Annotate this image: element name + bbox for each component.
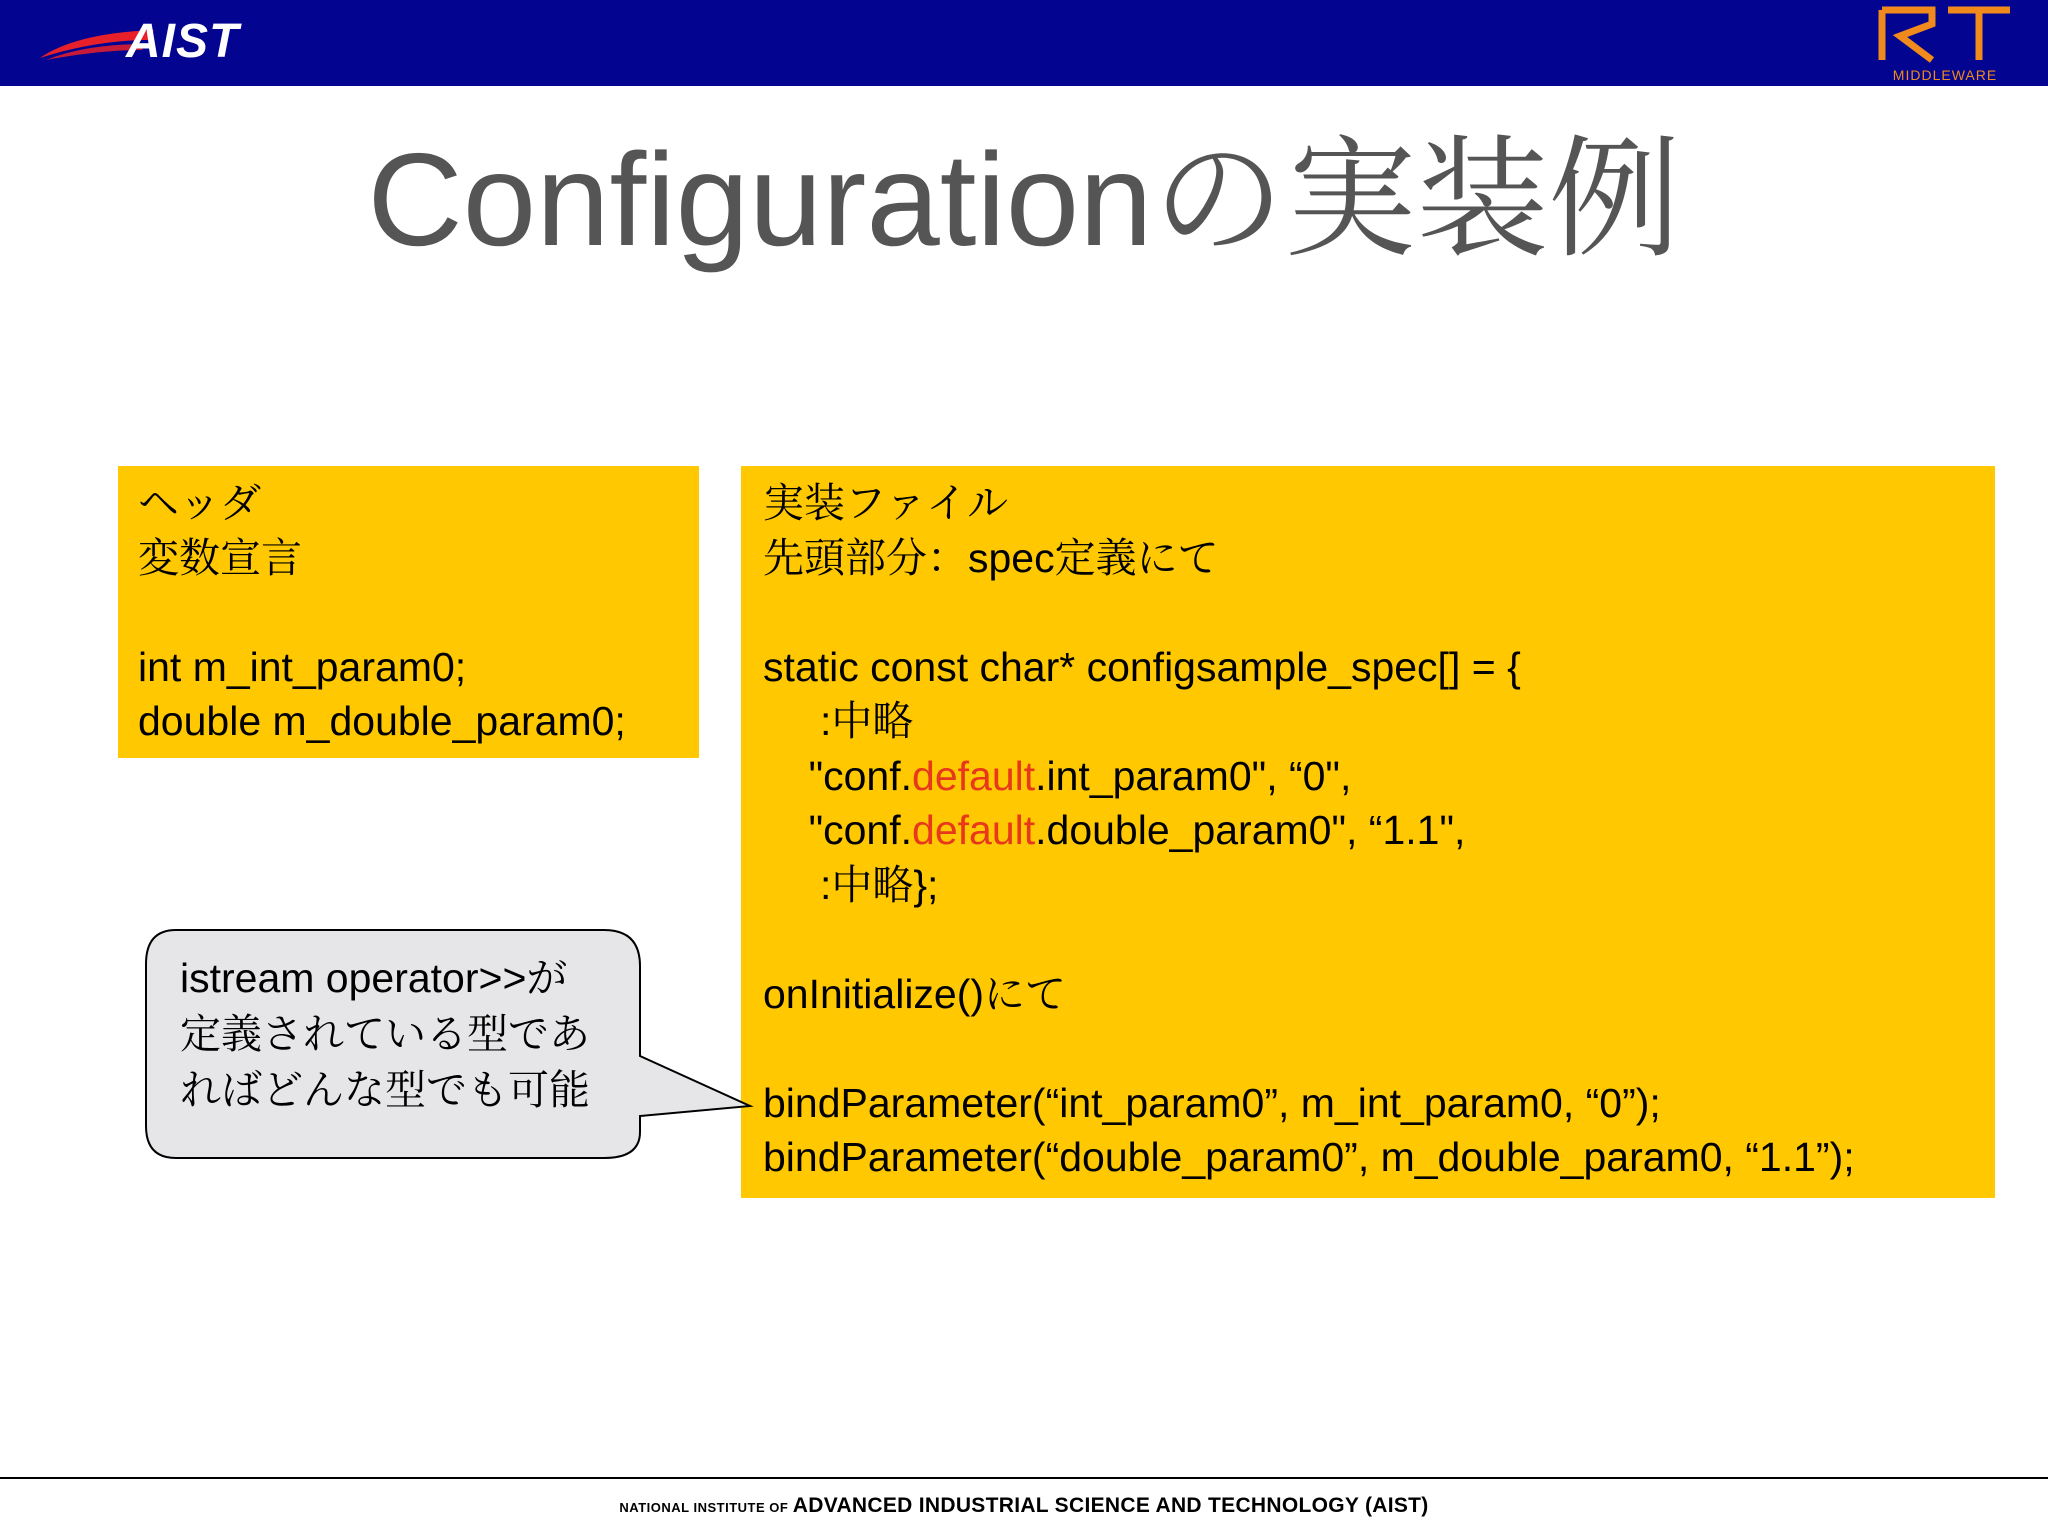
header-file-box <box>118 466 699 758</box>
header-band <box>0 0 2048 86</box>
footer-main: ADVANCED INDUSTRIAL SCIENCE AND TECHNOLOGY (AIST) <box>792 1494 1429 1517</box>
highlight-default: default <box>912 752 1036 799</box>
code-text: "conf. <box>763 807 913 853</box>
impl-line: onInitialize()にて <box>763 970 1067 1017</box>
highlight-default: default <box>912 807 1036 853</box>
impl-code-line <box>763 803 1995 858</box>
footer-prefix: NATIONAL INSTITUTE OF <box>619 1500 789 1515</box>
code-text: .int_param0", “0", <box>1035 752 1352 799</box>
header-box-line: ヘッダ <box>138 480 261 526</box>
header-box-line <box>138 585 699 640</box>
impl-code-line: :中略}; <box>763 861 939 908</box>
impl-code-line: bindParameter(“int_param0”, m_int_param0, “0”); <box>763 1079 1661 1126</box>
header-box-line: 変数宣言 <box>138 534 302 581</box>
code-text: .double_param0", “1.1", <box>1035 807 1466 853</box>
impl-code-line: bindParameter(“double_param0”, m_double_param0, “1.1”); <box>763 1134 1855 1180</box>
aist-logo-text: AIST <box>126 15 240 68</box>
footer-divider <box>0 1477 2048 1479</box>
callout-line: 定義されている型であ <box>180 1011 590 1057</box>
header-box-line: int m_int_param0; <box>138 643 467 690</box>
impl-code-line <box>763 749 1995 804</box>
code-text: "conf. <box>763 752 913 799</box>
impl-blank-line <box>763 912 1995 967</box>
rt-logo-subtext: MIDDLEWARE <box>1892 67 1998 83</box>
impl-blank-line <box>763 1021 1995 1076</box>
impl-line: 先頭部分：spec定義にて <box>763 534 1219 581</box>
callout-text <box>180 950 620 1118</box>
impl-code-line: static const char* configsample_spec[] = { <box>763 643 1521 690</box>
implementation-file-box <box>741 466 1995 1198</box>
footer <box>0 1494 2048 1518</box>
callout-line: ればどんな型でも可能 <box>180 1067 590 1113</box>
impl-blank-line <box>763 585 1995 640</box>
header-box-line: double m_double_param0; <box>138 698 626 744</box>
impl-code-line: :中略 <box>763 698 914 744</box>
callout-line: istream operator>>が <box>180 955 568 1001</box>
slide-title: Configurationの実装例 <box>367 126 1681 273</box>
impl-line: 実装ファイル <box>763 480 1009 526</box>
